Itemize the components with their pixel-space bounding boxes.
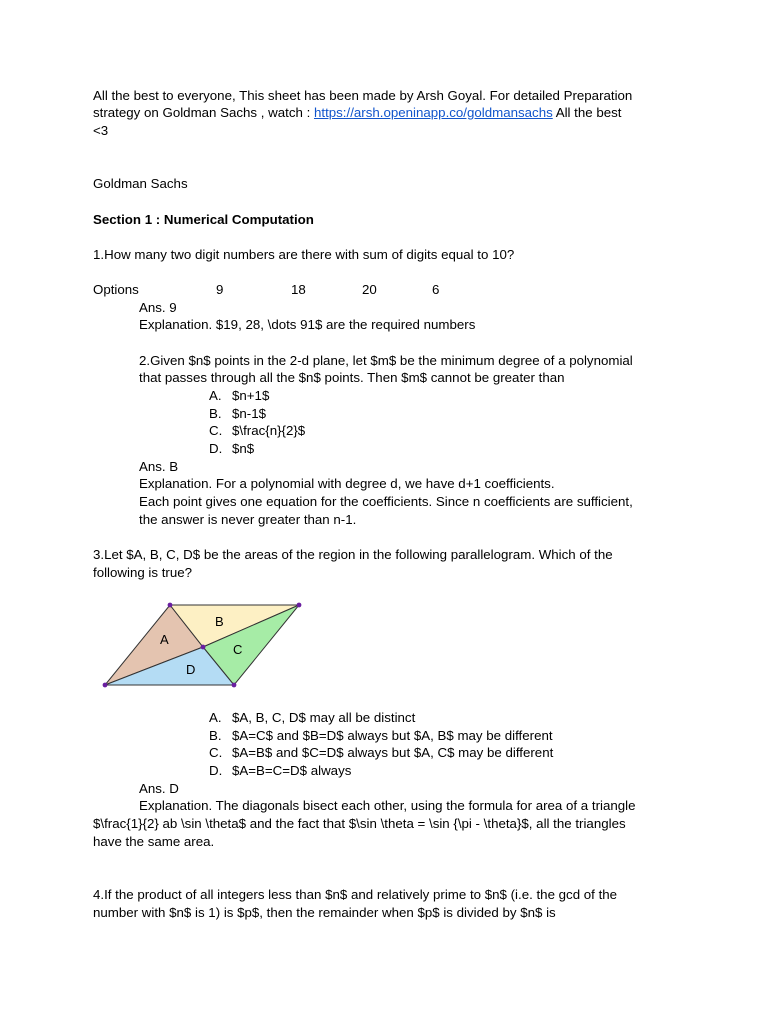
vertex-center bbox=[201, 645, 206, 650]
q3-option-c: $A=B$ and $C=D$ always but $A, C$ may be different bbox=[232, 745, 554, 760]
region-label-a: A bbox=[160, 632, 169, 647]
intro-line-2 bbox=[93, 104, 622, 122]
vertex-bottom-left bbox=[103, 683, 108, 688]
vertex-top-right bbox=[297, 603, 302, 608]
q3-option-d: $A=B=C=D$ always bbox=[232, 763, 352, 778]
q2-explanation-line-1: Explanation. For a polynomial with degree d, we have d+1 coefficients. bbox=[139, 476, 555, 491]
q1-answer: Ans. 9 bbox=[139, 300, 177, 315]
q2-option-b-marker: B. bbox=[209, 406, 222, 421]
q1-question: 1.How many two digit numbers are there with sum of digits equal to 10? bbox=[93, 247, 515, 262]
region-label-d: D bbox=[186, 662, 196, 677]
q2-option-b: $n-1$ bbox=[232, 406, 267, 421]
q1-options-label: Options bbox=[93, 282, 139, 297]
q4-question-line-1: 4.If the product of all integers less than $n$ and relatively prime to $n$ (i.e. the gcd of the bbox=[93, 887, 618, 902]
q1-option-4: 6 bbox=[432, 282, 440, 297]
q2-option-a: $n+1$ bbox=[232, 388, 270, 403]
region-label-b: B bbox=[215, 614, 224, 629]
q2-option-d: $n$ bbox=[232, 441, 255, 456]
intro-line-2-suffix: All the best bbox=[552, 105, 622, 120]
vertex-bottom-right bbox=[232, 683, 237, 688]
q1-option-1: 9 bbox=[216, 282, 224, 297]
q3-option-a: $A, B, C, D$ may all be distinct bbox=[232, 710, 416, 725]
company-name: Goldman Sachs bbox=[93, 176, 188, 191]
q4-question-line-2: number with $n$ is 1) is $p$, then the remainder when $p$ is divided by $n$ is bbox=[93, 905, 556, 920]
q3-option-b: $A=C$ and $B=D$ always but $A, B$ may be different bbox=[232, 728, 553, 743]
q3-question-line-1: 3.Let $A, B, C, D$ be the areas of the region in the following parallelogram. Which of the bbox=[93, 547, 613, 562]
q3-option-a-marker: A. bbox=[209, 710, 222, 725]
vertex-top-left bbox=[168, 603, 173, 608]
q3-explanation-line-2: $\frac{1}{2} ab \sin \theta$ and the fact that $\sin \theta = \sin {\pi - \theta}$, all the triangles bbox=[93, 816, 626, 831]
section-title: Section 1 : Numerical Computation bbox=[93, 212, 314, 227]
region-label-c: C bbox=[233, 642, 243, 657]
q3-explanation-line-1: Explanation. The diagonals bisect each other, using the formula for area of a triangle bbox=[139, 798, 636, 813]
parallelogram-figure bbox=[95, 596, 317, 696]
q2-explanation-line-3: the answer is never greater than n-1. bbox=[139, 512, 357, 527]
q2-answer: Ans. B bbox=[139, 459, 179, 474]
q3-option-d-marker: D. bbox=[209, 763, 223, 778]
q3-explanation-line-3: have the same area. bbox=[93, 834, 215, 849]
intro-line-2-prefix: strategy on Goldman Sachs , watch : bbox=[93, 105, 314, 120]
q2-option-c-marker: C. bbox=[209, 423, 223, 438]
q3-option-c-marker: C. bbox=[209, 745, 223, 760]
goldman-sachs-strategy-link[interactable]: https://arsh.openinapp.co/goldmansachs bbox=[313, 105, 553, 120]
q2-question-line-1: 2.Given $n$ points in the 2-d plane, let $m$ be the minimum degree of a polynomial bbox=[139, 353, 633, 368]
q2-explanation-line-2: Each point gives one equation for the coefficients. Since n coefficients are sufficient, bbox=[139, 494, 633, 509]
q2-option-a-marker: A. bbox=[209, 388, 222, 403]
intro-line-1: All the best to everyone, This sheet has been made by Arsh Goyal. For detailed Preparation bbox=[93, 88, 633, 103]
q2-option-d-marker: D. bbox=[209, 441, 223, 456]
q1-option-2: 18 bbox=[291, 282, 306, 297]
intro-line-3: <3 bbox=[93, 123, 109, 138]
q3-answer: Ans. D bbox=[139, 781, 179, 796]
q2-option-c: $\frac{n}{2}$ bbox=[232, 423, 306, 438]
q1-explanation: Explanation. $19, 28, \dots 91$ are the required numbers bbox=[139, 317, 476, 332]
q3-question-line-2: following is true? bbox=[93, 565, 193, 580]
q1-option-3: 20 bbox=[362, 282, 377, 297]
q2-question-line-2: that passes through all the $n$ points. Then $m$ cannot be greater than bbox=[139, 370, 565, 385]
q3-option-b-marker: B. bbox=[209, 728, 222, 743]
